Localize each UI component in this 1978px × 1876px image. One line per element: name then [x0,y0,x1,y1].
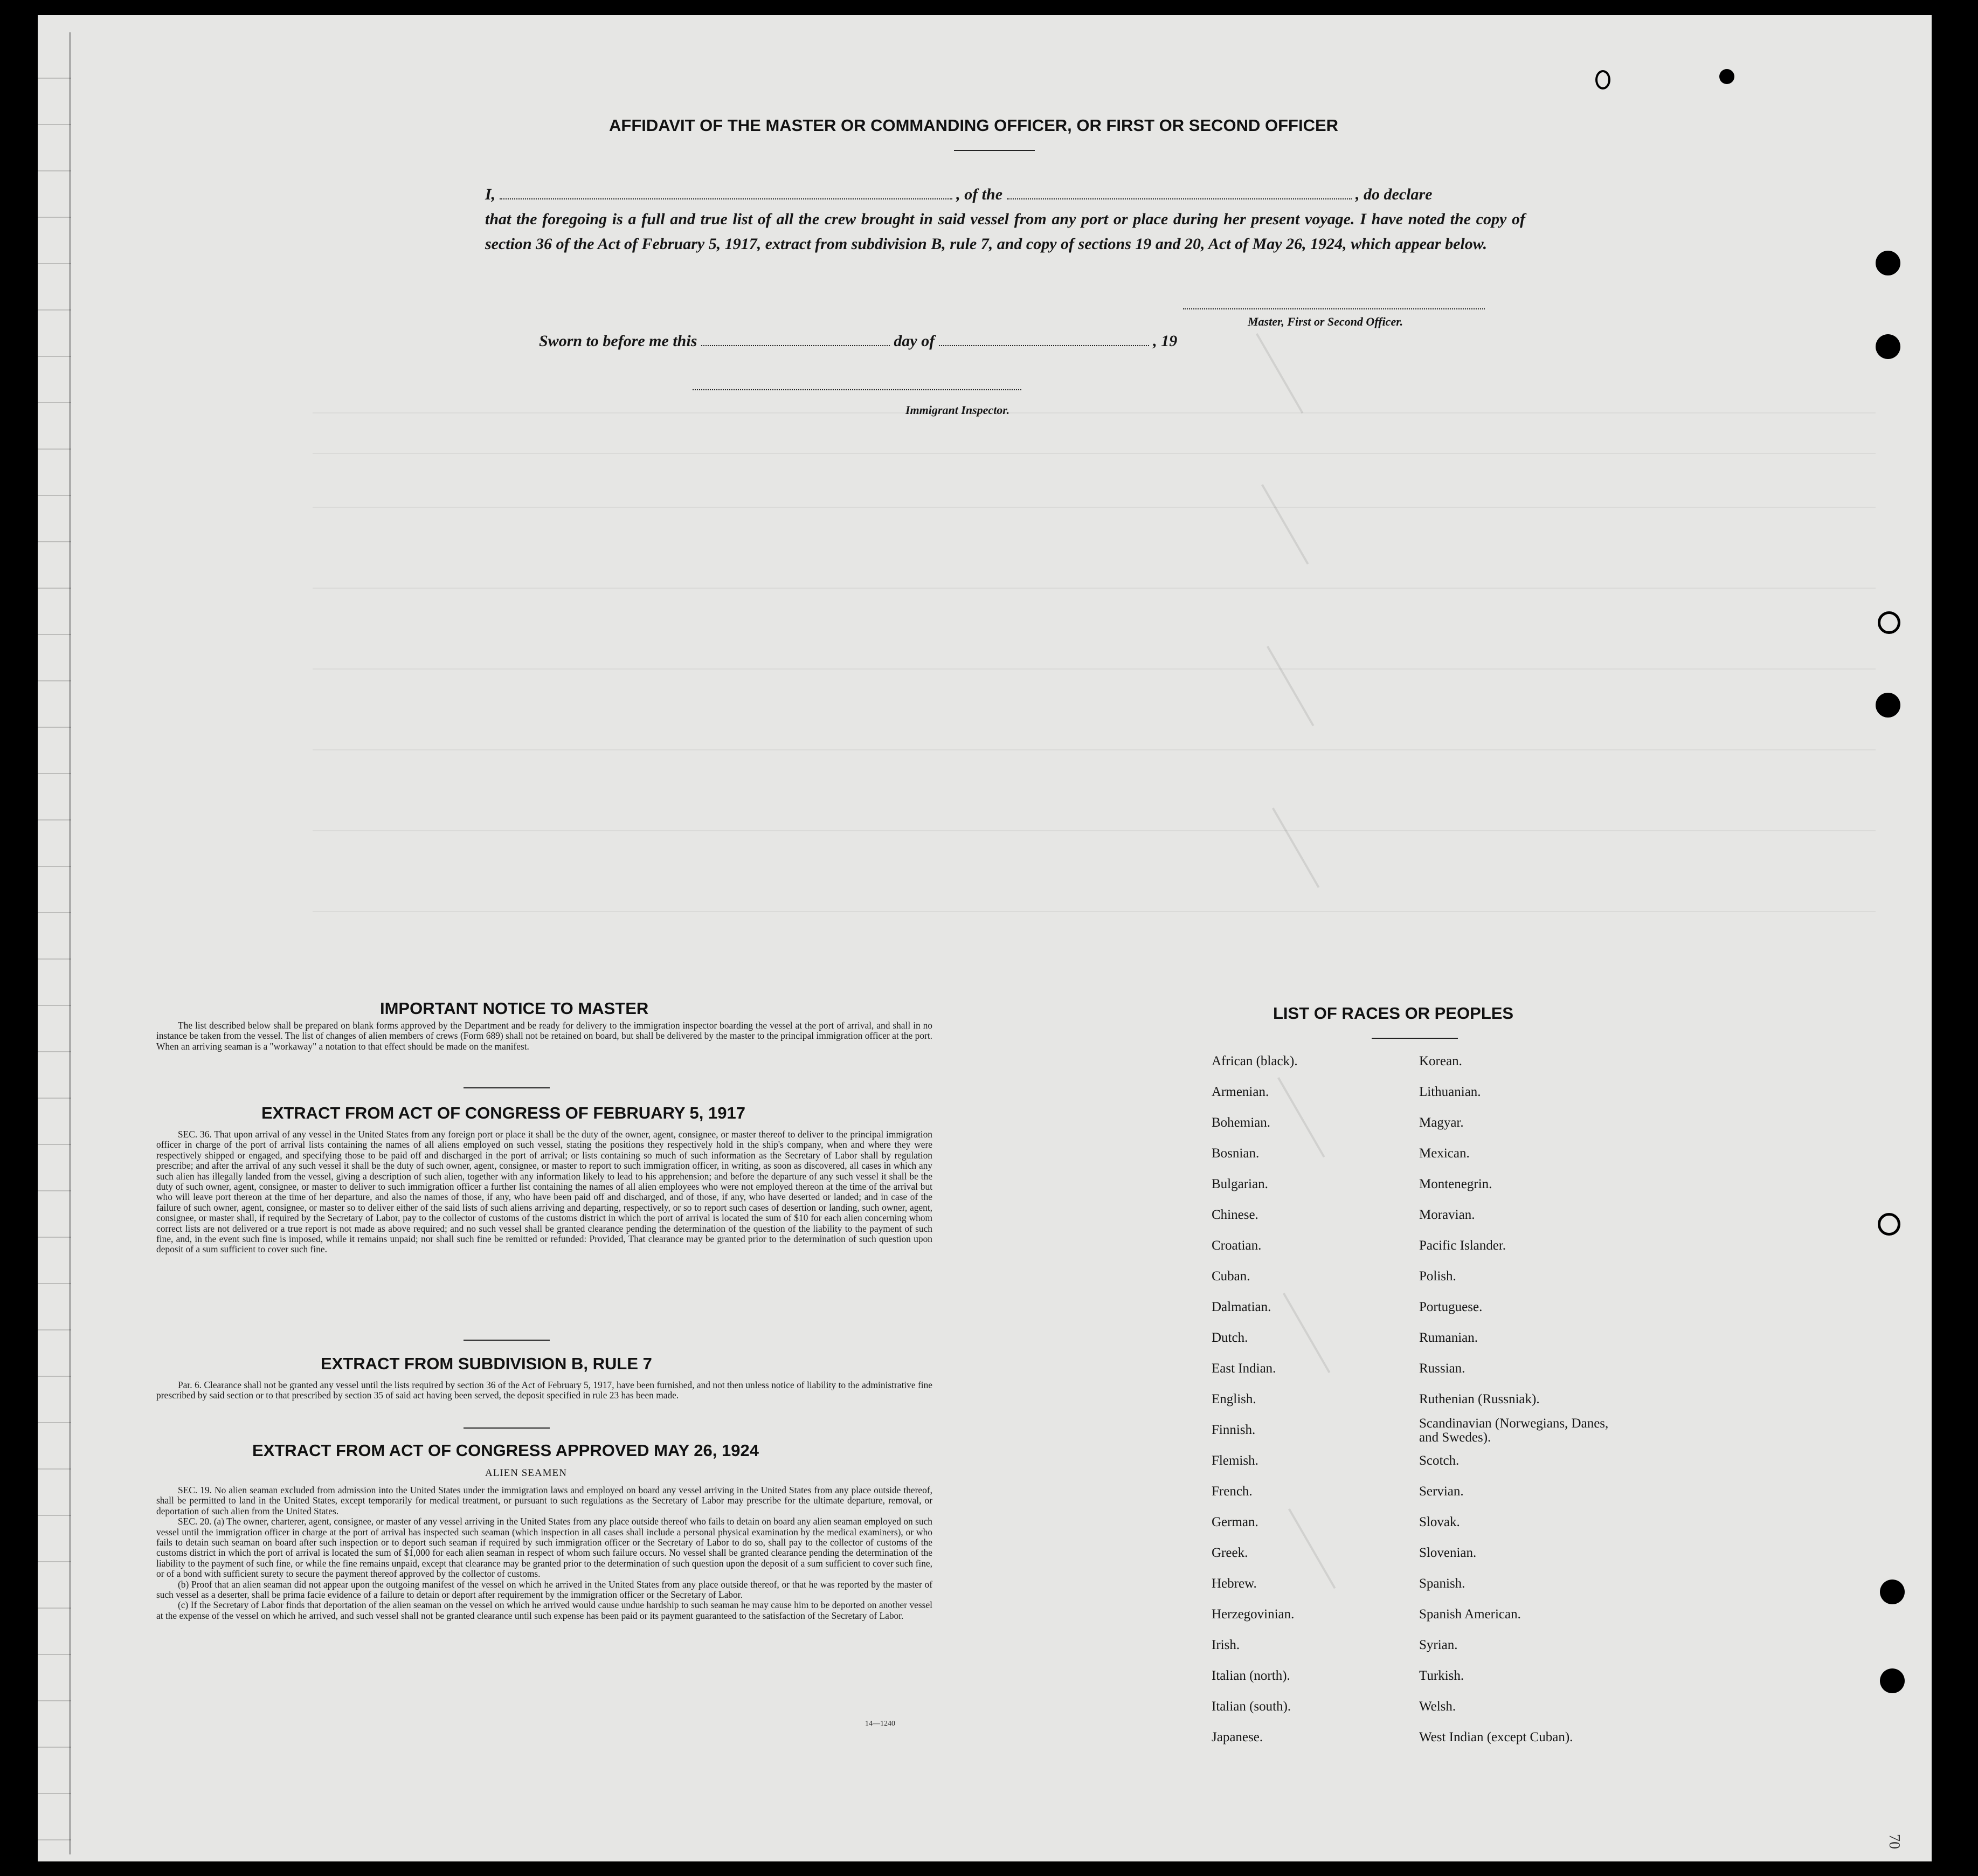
race-item: Spanish American. [1419,1607,1521,1622]
notice-title: IMPORTANT NOTICE TO MASTER [380,999,649,1018]
race-item: Finnish. [1212,1423,1256,1437]
race-item: Welsh. [1419,1699,1456,1714]
race-item: Slovenian. [1419,1546,1477,1560]
divider [464,1340,550,1341]
ghost-row [313,507,1876,508]
race-item: Syrian. [1419,1638,1458,1652]
race-item: African (black). [1212,1054,1298,1068]
race-item: Korean. [1419,1054,1462,1068]
race-item: Japanese. [1212,1730,1263,1744]
race-item: Turkish. [1419,1668,1464,1683]
race-item: Cuban. [1212,1269,1250,1284]
divider [954,150,1035,151]
race-item: Flemish. [1212,1453,1258,1468]
punch-hole [1595,70,1610,89]
races-title: LIST OF RACES OR PEOPLES [1273,1004,1514,1023]
affidavit-line-1 [485,182,1525,207]
race-item: Italian (south). [1212,1699,1291,1714]
master-signature-line [1183,308,1485,311]
divider [464,1427,550,1429]
notice-text [156,1020,932,1052]
race-item: Rumanian. [1419,1330,1478,1345]
race-item: Portuguese. [1419,1300,1483,1314]
race-item: Servian. [1419,1484,1464,1499]
race-item: German. [1212,1515,1258,1529]
race-item: Croatian. [1212,1238,1262,1253]
sworn-line [539,329,1294,354]
section-36-paragraph: SEC. 36. That upon arrival of any vessel in the United States from any foreign port or place it shall be the duty of the owner, agent, consignee, or master thereof to deliver to the principal immigration officer in charge of the port of arrival lists containing the names of all aliens employed on such vessel, stating the positions they respectively hold in the ship's company, when and where they were respectively shipped or engaged, and specifying those to be paid off and discharged in the port of arrival; or lists containing so much of such information as the Secretary of Labor shall by regulation prescribe; and after the arrival of any such vessel it shall be the duty of such owner, agent, consignee, or master to report to such immigration officer, in writing, as soon as discovered, all cases in which any such alien has illegally landed from the vessel, giving a description of such alien, together with any information likely to lead to his apprehension; and before the departure of any such vessel it shall be the duty of such owner, agent, consignee, or master to deliver to such immigration officer a further list containing the names of all alien employees who were not employed thereon at the time of the arrival but who will leave port thereon at the time of her departure, and also the names of those, if any, who have been paid off and discharged, and of those, if any, who have deserted or landed; and in case of the failure of such owner, agent, consignee, or master so to deliver either of the said lists of such aliens arriving and departing, respectively, or so to report such cases of desertion or landing, such owner, agent, consignee, or master shall, if required by the Secretary of Labor, pay to the collector of customs of the customs district in which the port of arrival is located the sum of $10 for each alien concerning whom correct lists are not delivered or a true report is not made as above required; and no such vessel shall be granted clearance pending the determination of the question of the liability to the payment of such fine, and, in the event such fine is imposed, while it remains unpaid; nor shall such fine be remitted or refunded: Provided, That clearance may be granted prior to the determination of such question upon deposit of a sum sufficient to cover such fine. [156,1129,932,1255]
race-item: Bohemian. [1212,1115,1271,1130]
races-column-right [1419,1046,1613,1753]
affidavit-title: AFFIDAVIT OF THE MASTER OR COMMANDING OFFICER, OR FIRST OR SECOND OFFICER [609,116,1339,135]
race-item: Italian (north). [1212,1668,1290,1683]
affidavit-i-label: I, [485,185,496,203]
race-item: Herzegovinian. [1212,1607,1295,1622]
sworn-year-label: , 19 [1153,332,1178,350]
section-20b-paragraph: (b) Proof that an alien seaman did not appear upon the outgoing manifest of the vessel on which he arrived in the United States from any place outside thereof, or that he was reported by the master of such vessel as a deserter, shall be prima facie evidence of a failure to detain or deport after requirement by the immigration officer or the Secretary of Labor. [156,1578,932,1601]
notice-paragraph: The list described below shall be prepared on blank forms approved by the Department and be ready for delivery to the immigration inspector boarding the vessel at the port of arrival, and shall in no instance be taken from the vessel. The list of changes of alien members of crews (Form 689) shall not be retained on board, but shall be delivered by the master to the principal immigration officer at the port. When an arriving seaman is a "workaway" a notation to that effect should be made on the manifest. [156,1020,932,1052]
divider [464,1087,550,1088]
sworn-day-blank [701,345,890,346]
race-item: Greek. [1212,1546,1248,1560]
punch-hole [1876,693,1900,718]
margin-page-mark: 70 [1886,1834,1903,1849]
race-item: Slovak. [1419,1515,1460,1529]
race-item: French. [1212,1484,1253,1499]
race-item: Armenian. [1212,1085,1269,1099]
alien-seamen-subtitle: ALIEN SEAMEN [485,1467,567,1479]
race-item: Scotch. [1419,1453,1460,1468]
extract-1917-text [156,1129,932,1255]
race-item: Pacific Islander. [1419,1238,1506,1253]
name-blank [500,198,952,199]
race-item: Magyar. [1419,1115,1464,1130]
master-signature-label: Master, First or Second Officer. [1248,315,1403,328]
sworn-month-blank [939,345,1149,346]
race-item: Ruthenian (Russniak). [1419,1392,1540,1406]
ghost-row [313,588,1876,589]
ghost-row [313,453,1876,454]
race-item: Montenegrin. [1419,1177,1492,1191]
punch-hole [1876,251,1900,275]
race-item: Bulgarian. [1212,1177,1268,1191]
race-item: Irish. [1212,1638,1240,1652]
right-border [1932,15,1935,1861]
left-margin-grid [38,32,71,1854]
affidavit-declare-label: , do declare [1355,185,1433,203]
affidavit-body: that the foregoing is a full and true list of all the crew brought in said vessel from any port or place during her present voyage. I have noted the copy of section 36 of the Act of February 5, 1917, extract from subdivision B, rule 7, and copy of sections 19 and 20, Act of May 26, 1924, which appear below. [485,210,1525,253]
ghost-row [313,749,1876,750]
race-item: Spanish. [1419,1576,1465,1591]
section-19-paragraph: SEC. 19. No alien seaman excluded from admission into the United States under the immigration laws and employed on board any vessel arriving in the United States from any place outside thereof, shall be permitted to land in the United States, except temporarily for medical treatment, or pursuant to such regulations as the Secretary of Labor may prescribe for the ultimate departure, removal, or deportation of such alien from the United States. [156,1485,932,1516]
race-item: Mexican. [1419,1146,1470,1161]
ghost-row [313,412,1876,413]
section-20a-paragraph: SEC. 20. (a) The owner, charterer, agent, consignee, or master of any vessel arriving in the United States from any place outside thereof who fails to detain on board any alien seaman employed on such vessel until the immigration officer in charge at the port of arrival has inspected such seaman (which inspection in all cases shall include a personal physical examination by the medical examiners), or who fails to detain such seaman on board after such inspection or to deport such seaman if required by such immigration officer or the Secretary of Labor to do so, shall pay to the collector of customs of the customs district in which the port of arrival is located the sum of $1,000 for each alien seaman in respect of whom such failure occurs. No vessel shall be granted clearance pending the determination of the liability to the payment of such fine, or while the fine remains unpaid, except that clearance may be granted prior to the determination of such question upon the deposit of a sum sufficient to cover such fine, or of a bond with sufficient surety to secure the payment thereof approved by the collector of customs. [156,1516,932,1580]
punch-hole [1719,69,1734,84]
ghost-row [313,830,1876,831]
ghost-row [313,911,1876,912]
extract-1917-title: EXTRACT FROM ACT OF CONGRESS OF FEBRUARY 5, 1917 [261,1103,745,1122]
race-item: English. [1212,1392,1256,1406]
extract-1924-text [156,1485,932,1621]
extract-rule7-text [156,1380,932,1401]
race-item: Lithuanian. [1419,1085,1481,1099]
punch-hole [1876,334,1900,359]
punch-hole [1880,1668,1905,1693]
races-column-left [1212,1046,1298,1753]
section-20c-paragraph: (c) If the Secretary of Labor finds that deportation of the alien seaman on the vessel on which he arrived would cause undue hardship to such seaman he may cause him to be deported on another vessel at the expense of the vessel on which he arrived, and such vessel shall not be granted clearance until such expense has been paid or its payment guaranteed to the satisfaction of the Secretary of Labor. [156,1599,932,1621]
race-item: East Indian. [1212,1361,1276,1376]
race-item: West Indian (except Cuban). [1419,1730,1573,1744]
race-item: Dutch. [1212,1330,1248,1345]
punch-hole [1878,1213,1900,1236]
punch-hole [1878,611,1900,634]
sworn-label: Sworn to before me this [539,332,697,350]
inspector-signature-line [693,389,1021,391]
race-item: Moravian. [1419,1208,1475,1222]
extract-1924-title: EXTRACT FROM ACT OF CONGRESS APPROVED MAY 26, 1924 [252,1441,759,1460]
race-item: Polish. [1419,1269,1456,1284]
affidavit-of-the-label: , of the [956,185,1003,203]
race-item: Hebrew. [1212,1576,1257,1591]
punch-hole [1880,1580,1905,1604]
race-item: Scandinavian (Norwegians, Danes, and Swedes). [1419,1416,1609,1445]
par-6-paragraph: Par. 6. Clearance shall not be granted any vessel until the lists required by section 36 of the Act of February 5, 1917, have been furnished, and not then unless notice of liability to the administrative fine prescribed by said section or to that prescribed by section 35 of said act having been served, the deposit specified in rule 23 has been made. [156,1380,932,1401]
race-item: Bosnian. [1212,1146,1260,1161]
inspector-signature-label: Immigrant Inspector. [905,403,1010,417]
sworn-day-label: day of [894,332,935,350]
vessel-blank [1007,198,1352,199]
divider [1372,1038,1458,1039]
form-number: 14—1240 [865,1720,895,1728]
race-item: Russian. [1419,1361,1465,1376]
extract-rule7-title: EXTRACT FROM SUBDIVISION B, RULE 7 [321,1354,652,1373]
ghost-row [313,668,1876,670]
race-item: Dalmatian. [1212,1300,1271,1314]
race-item: Chinese. [1212,1208,1258,1222]
